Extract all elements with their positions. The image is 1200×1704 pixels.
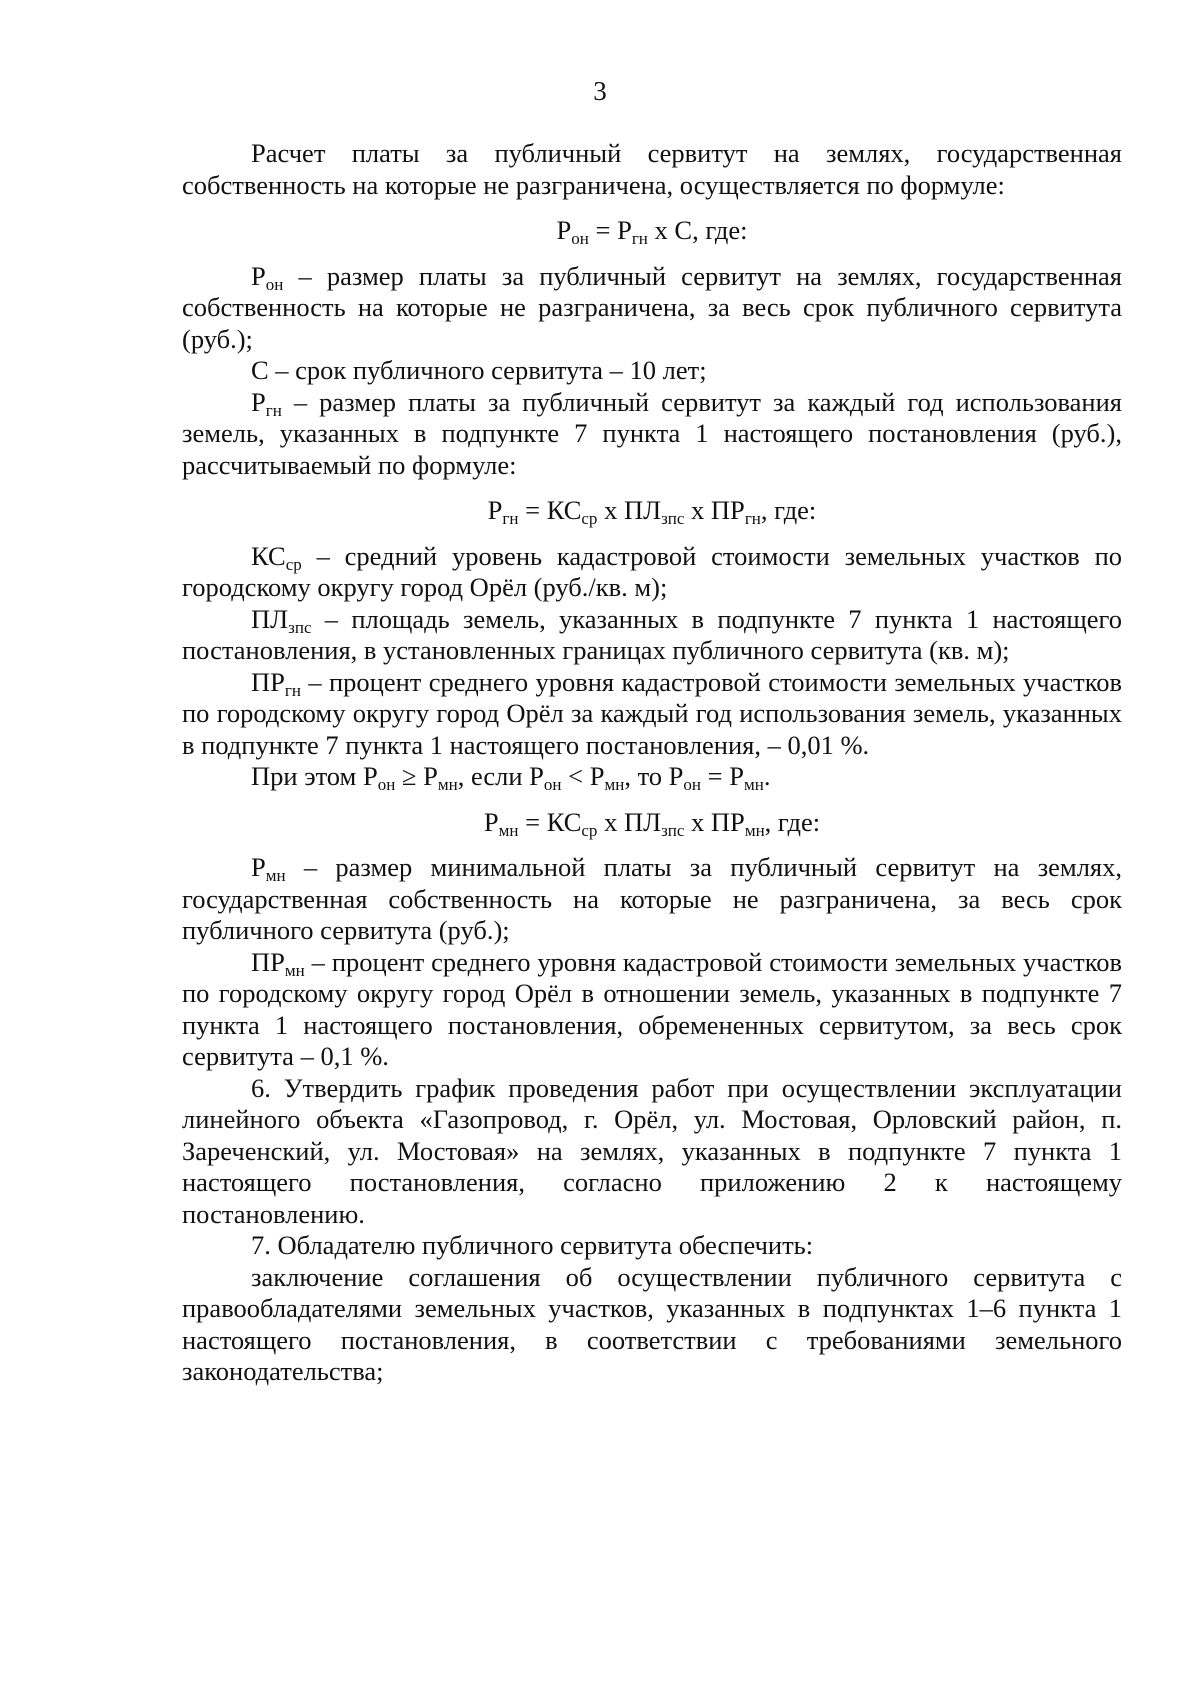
- definition-pl-zps: $ПЛ_{зпс}$ – площадь земель, указанных в подпункте 7 пункта 1 настоящего постановления, в установленных границах публичного сервитута (кв. м);: [182, 603, 1122, 665]
- document-body: [182, 138, 1122, 1388]
- formula-p-on: $Р_{он} = Р_{гн}$ х С, где:: [556, 215, 748, 248]
- condition-minimum: При этом $Р_{он} \ge Р_{мн}$, если $Р_{он} < Р_{мн}$, то $Р_{он} = Р_{мн}$.: [251, 761, 771, 794]
- definition-pr-mn: $ПР_{мн}$ – процент среднего уровня кадастровой стоимости земельных участков по городскому округу город Орёл в отношении земель, указанных в подпункте 7 пункта 1 настоящего постановления, обремененных сервитутом, за весь срок сервитута – 0,1 %.: [182, 946, 1122, 1071]
- clause-6: 6. Утвердить график проведения работ при осуществлении эксплуатации линейного объекта «Газопровод, г. Орёл, ул. Мостовая, Орловский район, п. Зареченский, ул. Мостовая» на землях, указанных в подпункте 7 пункта 1 настоящего постановления, согласно приложению 2 к настоящему постановлению.: [182, 1072, 1122, 1229]
- formula-p-mn: $Р_{мн} = КС_{ср}$ х $ПЛ_{зпс}$ х $ПР_{мн}$, где:: [483, 806, 821, 840]
- definition-p-gn: $Р_{гн}$ – размер платы за публичный сервитут за каждый год использования земель, указанных в подпункте 7 пункта 1 настоящего постановления (руб.), рассчитываемый по формуле:: [182, 386, 1122, 480]
- paragraph-intro: Расчет платы за публичный сервитут на землях, государственная собственность на которые не разграничена, осуществляется по формуле:: [182, 138, 1122, 200]
- definition-pr-gn: $ПР_{гн}$ – процент среднего уровня кадастровой стоимости земельных участков по городскому округу город Орёл за каждый год использования земель, указанных в подпункте 7 пункта 1 настоящего постановления, – 0,01 %.: [182, 666, 1122, 760]
- definition-p-on: $Р_{он}$ – размер платы за публичный сервитут на землях, государственная собственность на которые не разграничена, за весь срок публичного сервитута (руб.);: [182, 260, 1122, 354]
- page-number: 3: [593, 76, 607, 106]
- definition-p-mn: $Р_{мн}$ – размер минимальной платы за публичный сервитут на землях, государственная собственность на которые не разграничена, за весь срок публичного сервитута (руб.);: [182, 852, 1122, 945]
- clause-7: 7. Обладателю публичного сервитута обеспечить:: [251, 1230, 814, 1260]
- formula-p-gn: $Р_{гн} = КС_{ср}$ х $ПЛ_{зпс}$ х $ПР_{гн}$, где:: [487, 495, 817, 528]
- definition-c: С – срок публичного сервитута – 10 лет;: [251, 355, 707, 385]
- definition-ks-sr: $КС_{ср}$ – средний уровень кадастровой стоимости земельных участков по городскому округу город Орёл (руб./кв. м);: [182, 540, 1122, 602]
- clause-7-item: заключение соглашения об осуществлении публичного сервитута с правообладателями земельных участков, указанных в подпунктах 1–6 пункта 1 настоящего постановления, в соответствии с требованиями земельного законодательства;: [182, 1261, 1122, 1386]
